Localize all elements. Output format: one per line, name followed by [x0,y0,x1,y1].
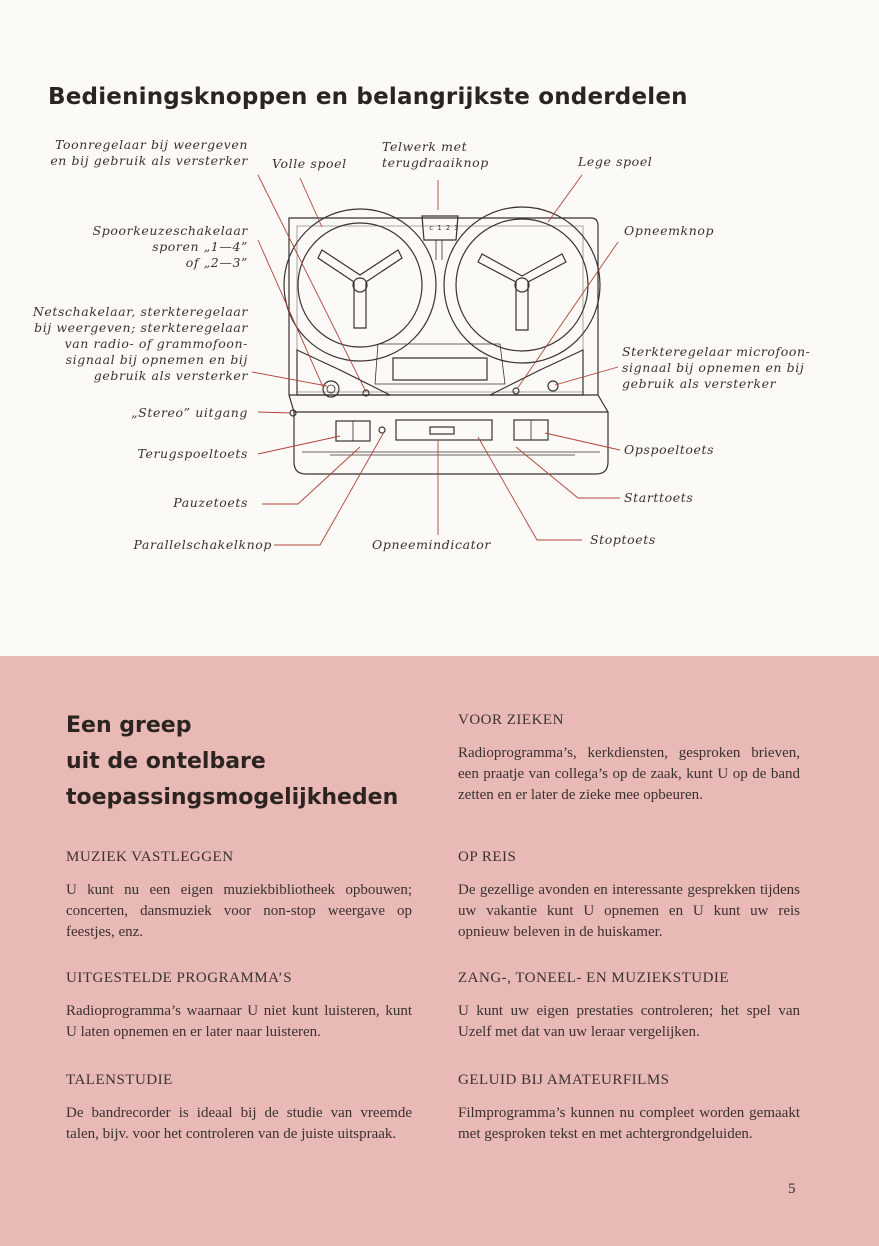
section-heading: MUZIEK VASTLEGGEN [66,849,234,865]
section-talenstudie [66,1072,412,1145]
label-opneemindicator: Opneemindicator [372,537,491,552]
label-netschakelaar-1: Netschakelaar, sterkteregelaar [32,304,248,319]
section-heading: GELUID BIJ AMATEURFILMS [458,1072,670,1088]
section-geluid-bij-amateurfilms [458,1072,800,1145]
applications-title-line-2: uit de ontelbare [66,749,266,774]
section-heading: VOOR ZIEKEN [458,712,564,728]
page-number: 5 [788,1181,796,1197]
section-heading: OP REIS [458,849,517,865]
label-spoorkeuze-2: sporen „1—4” [152,239,248,254]
label-telwerk-2: terugdraaiknop [382,155,489,170]
label-parallelschakelknop: Parallelschakelknop [133,537,272,552]
label-stoptoets: Stoptoets [590,532,656,547]
applications-title-line-3: toepassingsmogelijkheden [66,785,399,810]
section-body: U kunt uw eigen prestaties controleren; het spel van Uzelf met dat van uw leraar vergelijken. [458,1003,800,1040]
section-op-reis [458,849,800,943]
label-netschakelaar-2: bij weergeven; sterkteregelaar [34,320,248,335]
tape-recorder-illustration [284,207,608,474]
label-opneemknop: Opneemknop [624,223,715,238]
label-starttoets: Starttoets [624,490,694,505]
section-body: U kunt nu een eigen muziekbibliotheek opbouwen; concerten, dansmuziek voor non-stop weergave op feestjes, enz. [66,882,412,940]
section-body: Filmprogramma’s kunnen nu compleet worden gemaakt met gesproken tekst en met achtergrondgeluiden. [458,1105,800,1142]
label-terugspoeltoets: Terugspoeltoets [137,446,248,461]
label-toonregelaar-1: Toonregelaar bij weergeven [55,137,248,152]
section-heading: TALENSTUDIE [66,1072,173,1088]
section-uitgestelde-programmas [66,970,412,1043]
diagram-labels [32,137,811,552]
label-netschakelaar-3: van radio- of grammofoon- [64,336,248,351]
label-netschakelaar-5: gebruik als versterker [93,368,248,383]
section-body: De bandrecorder is ideaal bij de studie van vreemde talen, bijv. voor het controleren van de juiste uitspraak. [66,1105,412,1142]
label-pauzetoets: Pauzetoets [173,495,248,510]
label-stereo-uitgang: „Stereo” uitgang [131,405,248,420]
label-netschakelaar-4: signaal bij opnemen en bij [65,352,248,367]
applications-title-line-1: Een greep [66,713,192,738]
section-zang-toneel-muziekstudie [458,970,800,1043]
section-voor-zieken [458,712,800,806]
label-sterkteregelaar-1: Sterkteregelaar microfoon- [622,344,811,359]
section-heading: ZANG-, TONEEL- EN MUZIEKSTUDIE [458,970,730,986]
label-telwerk-1: Telwerk met [382,139,468,154]
section-body: De gezellige avonden en interessante gesprekken tijdens uw vakantie kunt U opnemen en U kunt uw reis opnieuw beleven in de huiskamer. [458,882,800,940]
svg-text:c 1 2 3: c 1 2 3 [429,224,459,232]
section-body: Radioprogramma’s, kerkdiensten, gesproken brieven, een praatje van collega’s op de zaak, kunt U op de band zetten en er later de zieke mee opbeuren. [458,745,800,803]
applications-title [66,708,426,816]
label-volle-spoel: Volle spoel [272,156,347,171]
label-toonregelaar-2: en bij gebruik als versterker [50,153,248,168]
section-body: Radioprogramma’s waarnaar U niet kunt luisteren, kunt U laten opnemen en er later naar luisteren. [66,1003,412,1040]
label-sterkteregelaar-2: signaal bij opnemen en bij [622,360,805,375]
diagram-title: Bedieningsknoppen en belangrijkste onderdelen [48,84,688,110]
section-heading: UITGESTELDE PROGRAMMA’S [66,970,293,986]
label-lege-spoel: Lege spoel [578,154,653,169]
section-muziek-vastleggen [66,849,412,943]
label-sterkteregelaar-3: gebruik als versterker [622,376,777,391]
label-spoorkeuze-3: of „2—3” [185,255,248,270]
label-opspoeltoets: Opspoeltoets [624,442,715,457]
label-spoorkeuze-1: Spoorkeuzeschakelaar [92,223,248,238]
